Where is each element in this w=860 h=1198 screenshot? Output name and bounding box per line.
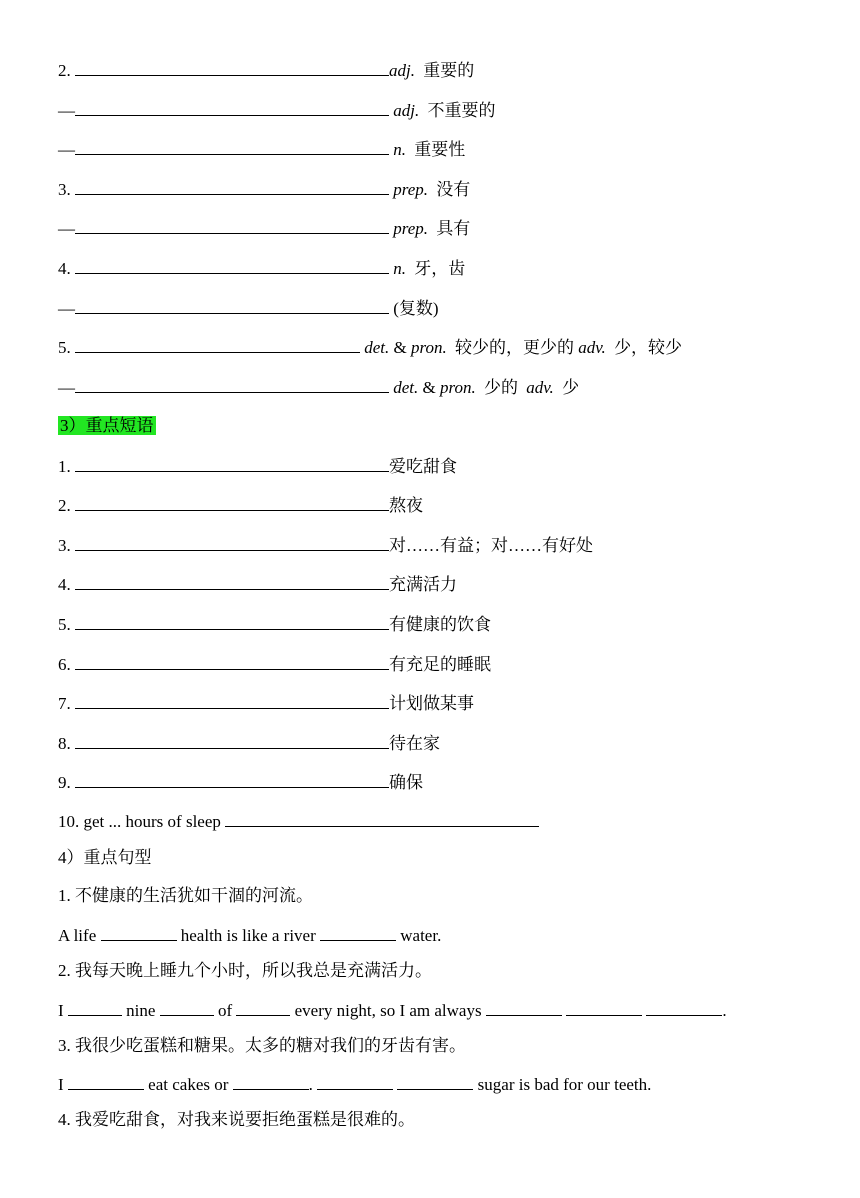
answer-blank[interactable] (75, 653, 389, 670)
answer-blank[interactable] (68, 999, 122, 1016)
phrase-row: 1. 爱吃甜食 (58, 457, 457, 476)
answer-blank[interactable] (75, 534, 389, 551)
answer-blank[interactable] (75, 692, 389, 709)
answer-blank[interactable] (75, 178, 389, 195)
sentence-en: I eat cakes or . sugar is bad for our teeth. (58, 1075, 652, 1094)
answer-blank[interactable] (233, 1073, 309, 1090)
sentence-en: A life health is like a river water. (58, 926, 442, 945)
answer-blank[interactable] (646, 999, 722, 1016)
sentence-cn: 1. 不健康的生活犹如干涸的河流。 (58, 886, 313, 905)
answer-blank[interactable] (75, 771, 389, 788)
phrase-row: 2. 熬夜 (58, 496, 423, 515)
answer-blank[interactable] (397, 1073, 473, 1090)
sentence-cn: 3. 我很少吃蛋糕和糖果。太多的糖对我们的牙齿有害。 (58, 1036, 466, 1055)
phrase-row: 4. 充满活力 (58, 575, 457, 594)
answer-blank[interactable] (75, 613, 389, 630)
answer-blank[interactable] (160, 999, 214, 1016)
answer-blank[interactable] (101, 924, 177, 941)
vocab-row: 4. n. 牙，齿 (58, 259, 466, 278)
phrase-row: 10. get ... hours of sleep (58, 810, 539, 833)
vocab-row: — adj. 不重要的 (58, 101, 496, 120)
answer-blank[interactable] (75, 257, 389, 274)
answer-blank[interactable] (75, 59, 389, 76)
answer-blank[interactable] (75, 455, 389, 472)
vocab-row: 2. adj. 重要的 (58, 61, 475, 80)
sentence-cn: 2. 我每天晚上睡九个小时，所以我总是充满活力。 (58, 961, 432, 980)
phrase-row: 9. 确保 (58, 773, 423, 792)
section-heading-phrases: 3）重点短语 (60, 416, 154, 435)
phrase-row: 7. 计划做某事 (58, 694, 474, 713)
answer-blank[interactable] (236, 999, 290, 1016)
answer-blank[interactable] (320, 924, 396, 941)
answer-blank[interactable] (75, 138, 389, 155)
answer-blank[interactable] (75, 573, 389, 590)
vocab-row: — prep. 具有 (58, 219, 471, 238)
phrase-row: 3. 对……有益；对……有好处 (58, 536, 593, 555)
answer-blank[interactable] (486, 999, 562, 1016)
answer-blank[interactable] (75, 99, 389, 116)
answer-blank[interactable] (75, 297, 389, 314)
answer-blank[interactable] (75, 732, 389, 749)
answer-blank[interactable] (566, 999, 642, 1016)
answer-blank[interactable] (68, 1073, 144, 1090)
answer-blank[interactable] (75, 217, 389, 234)
phrase-row: 5. 有健康的饮食 (58, 615, 491, 634)
vocab-row: — det. & pron. 少的 adv. 少 (58, 378, 580, 397)
vocab-row: — (复数) (58, 299, 439, 318)
vocab-row: 5. det. & pron. 较少的，更少的 adv. 少，较少 (58, 338, 683, 357)
sentence-cn: 4. 我爱吃甜食，对我来说要拒绝蛋糕是很难的。 (58, 1110, 415, 1129)
phrase-row: 8. 待在家 (58, 734, 440, 753)
answer-blank[interactable] (75, 336, 360, 353)
answer-blank[interactable] (75, 494, 389, 511)
phrase-row: 6. 有充足的睡眠 (58, 655, 491, 674)
vocab-row: — n. 重要性 (58, 140, 466, 159)
vocab-row: 3. prep. 没有 (58, 180, 471, 199)
section-heading-sentences: 4）重点句型 (58, 848, 152, 867)
answer-blank[interactable] (75, 376, 389, 393)
answer-blank[interactable] (225, 810, 539, 827)
sentence-en: I nine of every night, so I am always . (58, 1001, 727, 1020)
answer-blank[interactable] (317, 1073, 393, 1090)
